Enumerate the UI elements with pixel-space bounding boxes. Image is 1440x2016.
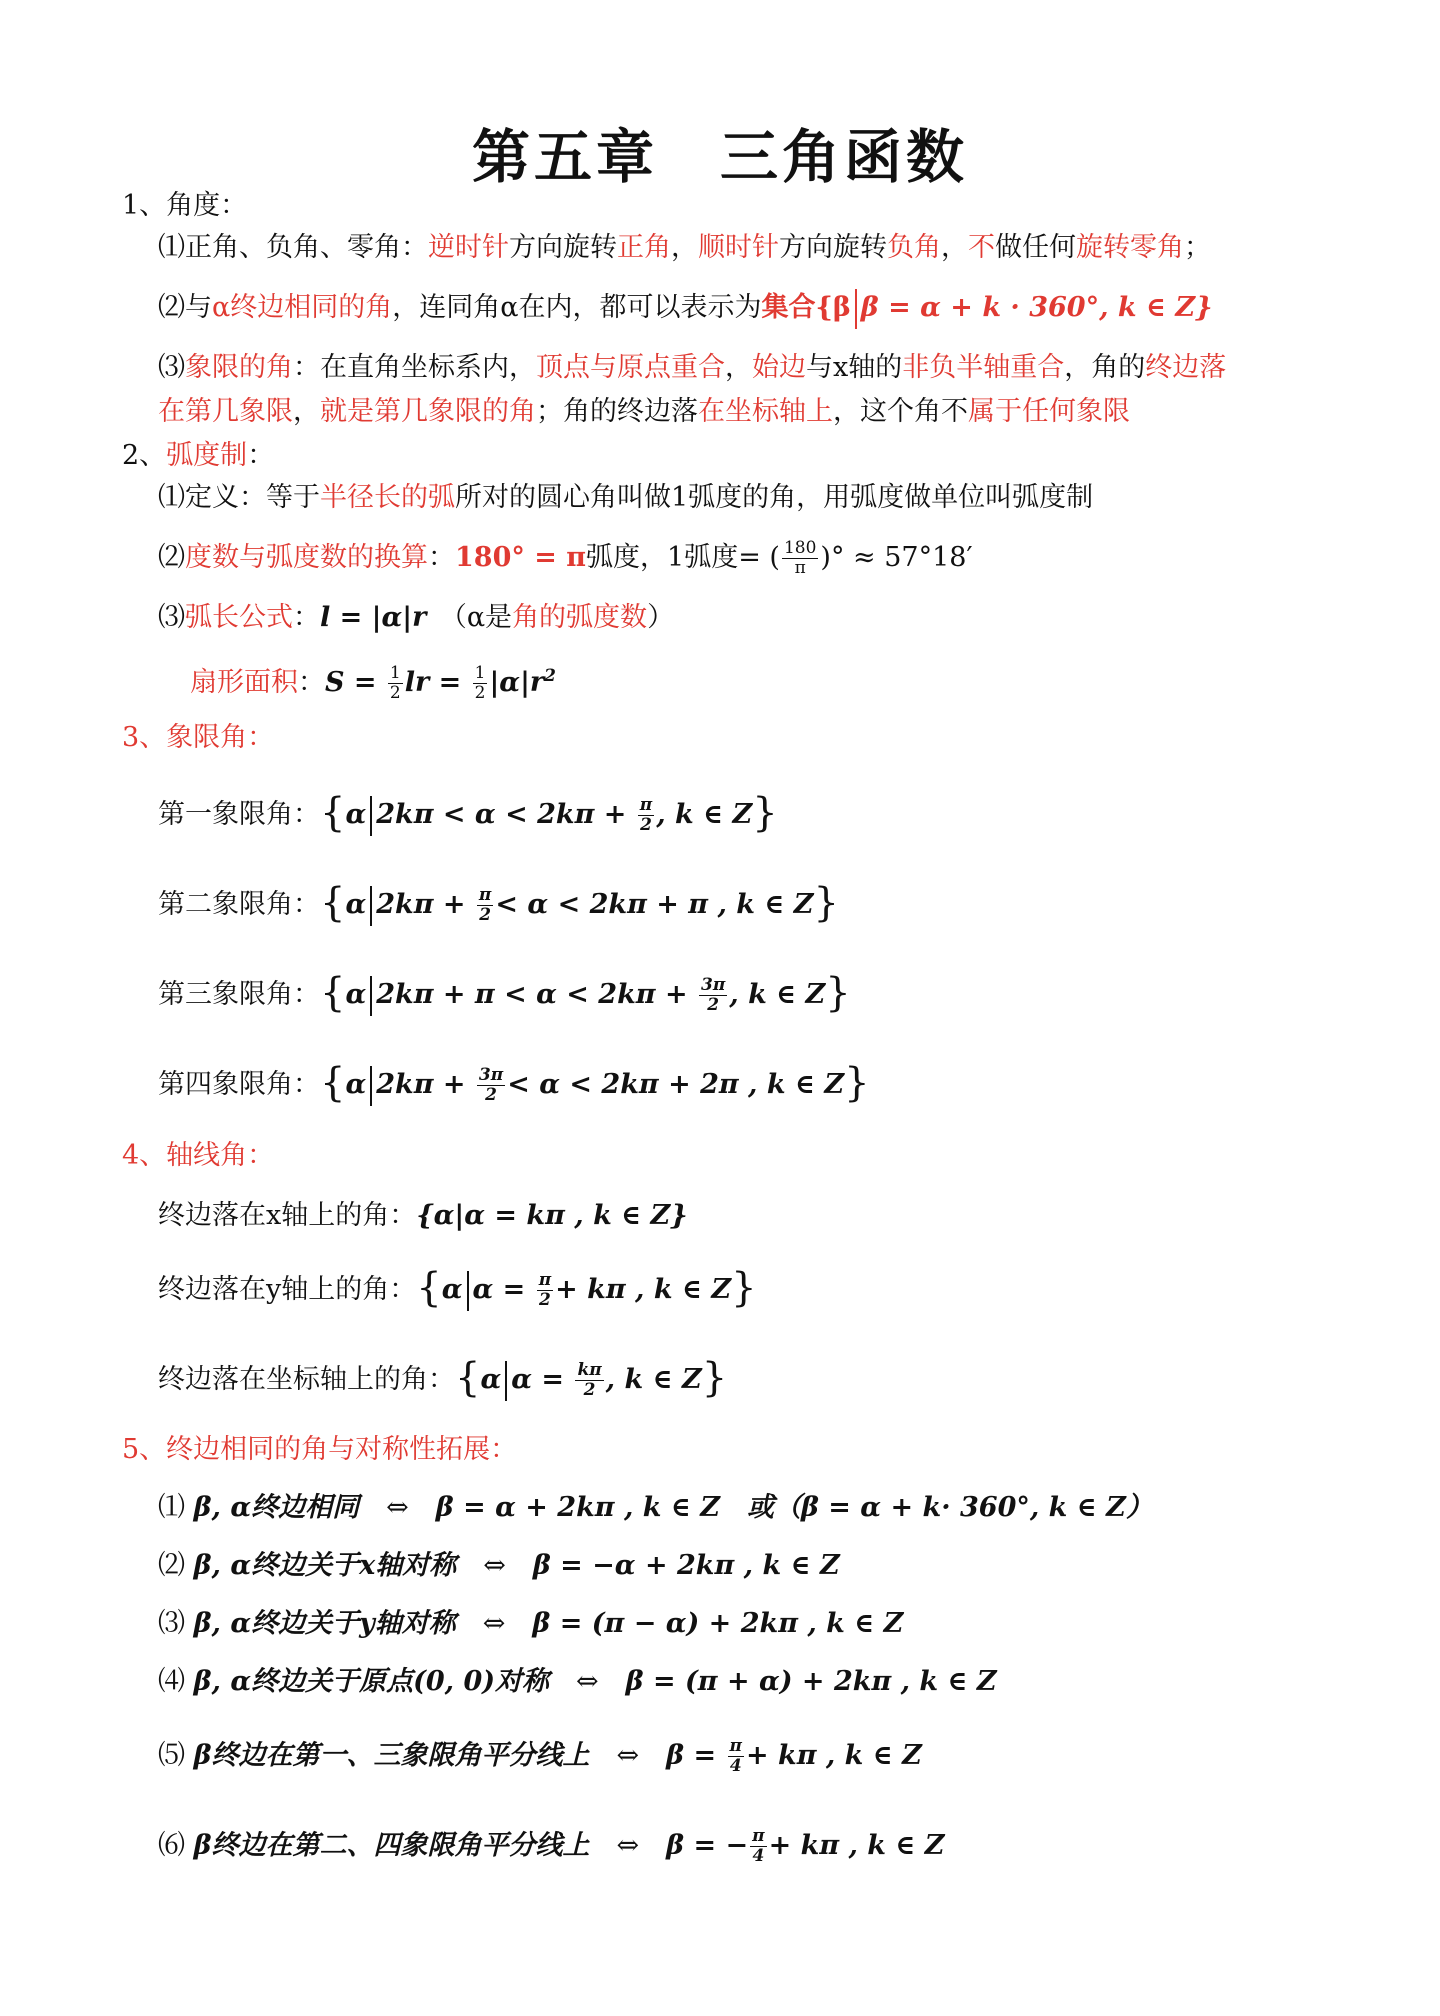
s2-line-3: ⑶弧长公式：l = |α|r （α是角的弧度数） bbox=[158, 602, 675, 633]
s1-line-4: 在第几象限，就是第几象限的角；角的终边落在坐标轴上，这个角不属于任何象限 bbox=[158, 396, 1130, 427]
axis-both-row: 终边落在坐标轴上的角：{α α = $\frac{k\pi}{2}$ , k ∈ Z} bbox=[158, 1355, 728, 1401]
axis-x-row: 终边落在x轴上的角：{α|α = kπ , k ∈ Z} bbox=[158, 1200, 688, 1231]
s1-line-1: ⑴正角、负角、零角：逆时针方向旋转正角，顺时针方向旋转负角，不做任何旋转零角； bbox=[158, 232, 1211, 263]
s1-line-3: ⑶象限的角：在直角坐标系内，顶点与原点重合，始边与x轴的非负半轴重合，角的终边落 bbox=[158, 352, 1227, 383]
symmetry-row-4: ⑷ β, α终边关于原点(0, 0)对称 ⇔ β = (π + α) + 2kπ , k ∈ Z bbox=[158, 1666, 997, 1697]
s2-line-2: ⑵度数与弧度数的换算：180° = π弧度，1弧度= ( $\frac{180}{\pi}$ )° ≈ 57°18′ bbox=[158, 538, 973, 578]
section-5-heading: 5、终边相同的角与对称性拓展： bbox=[122, 1434, 518, 1465]
quadrant-3-row: 第三象限角：{α 2kπ + π < α < 2kπ + $\frac{3\pi}{2}$ , k ∈ Z} bbox=[158, 970, 851, 1016]
symmetry-row-2: ⑵ β, α终边关于x轴对称 ⇔ β = −α + 2kπ , k ∈ Z bbox=[158, 1550, 840, 1581]
section-3-heading: 3、象限角： bbox=[122, 722, 275, 753]
s1-line-2: ⑵与α终边相同的角，连同角α在内，都可以表示为集合{β β = α + k · 360°, k ∈ Z} bbox=[158, 288, 1212, 329]
quadrant-1-row: 第一象限角：{α 2kπ < α < 2kπ + $\frac{\pi}{2}$ , k ∈ Z} bbox=[158, 790, 778, 836]
section-4-heading: 4、轴线角： bbox=[122, 1140, 275, 1171]
axis-y-row: 终边落在y轴上的角：{α α = $\frac{\pi}{2}$ + kπ , k ∈ Z} bbox=[158, 1265, 757, 1311]
quadrant-4-row: 第四象限角：{α 2kπ + $\frac{3\pi}{2}$ < α < 2kπ + 2π , k ∈ Z} bbox=[158, 1060, 870, 1106]
quadrant-2-row: 第二象限角：{α 2kπ + $\frac{\pi}{2}$ < α < 2kπ + π , k ∈ Z} bbox=[158, 880, 839, 926]
section-1-heading: 1、角度： bbox=[122, 190, 248, 221]
page-title: 第五章 三角函数 bbox=[471, 123, 968, 191]
s2-line-1: ⑴定义：等于半径长的弧所对的圆心角叫做1弧度的角，用弧度做单位叫弧度制 bbox=[158, 482, 1094, 513]
s2-line-4: 扇形面积：S = $\frac{1}{2}$ lr = $\frac{1}{2}$ $|\alpha|r^2$ bbox=[190, 663, 556, 703]
symmetry-row-3: ⑶ β, α终边关于y轴对称 ⇔ β = (π − α) + 2kπ , k ∈ Z bbox=[158, 1608, 904, 1639]
symmetry-row-5: ⑸ β终边在第一、三象限角平分线上 ⇔ β = $\frac{\pi}{4}$ + kπ , k ∈ Z bbox=[158, 1736, 922, 1776]
section-2-heading: 2、弧度制： bbox=[122, 440, 275, 471]
symmetry-row-1: ⑴ β, α终边相同 ⇔ β = α + 2kπ , k ∈ Z 或（β = α + k· 360°, k ∈ Z） bbox=[158, 1492, 1153, 1523]
symmetry-row-6: ⑹ β终边在第二、四象限角平分线上 ⇔ β = − $\frac{\pi}{4}$ + kπ , k ∈ Z bbox=[158, 1826, 945, 1866]
